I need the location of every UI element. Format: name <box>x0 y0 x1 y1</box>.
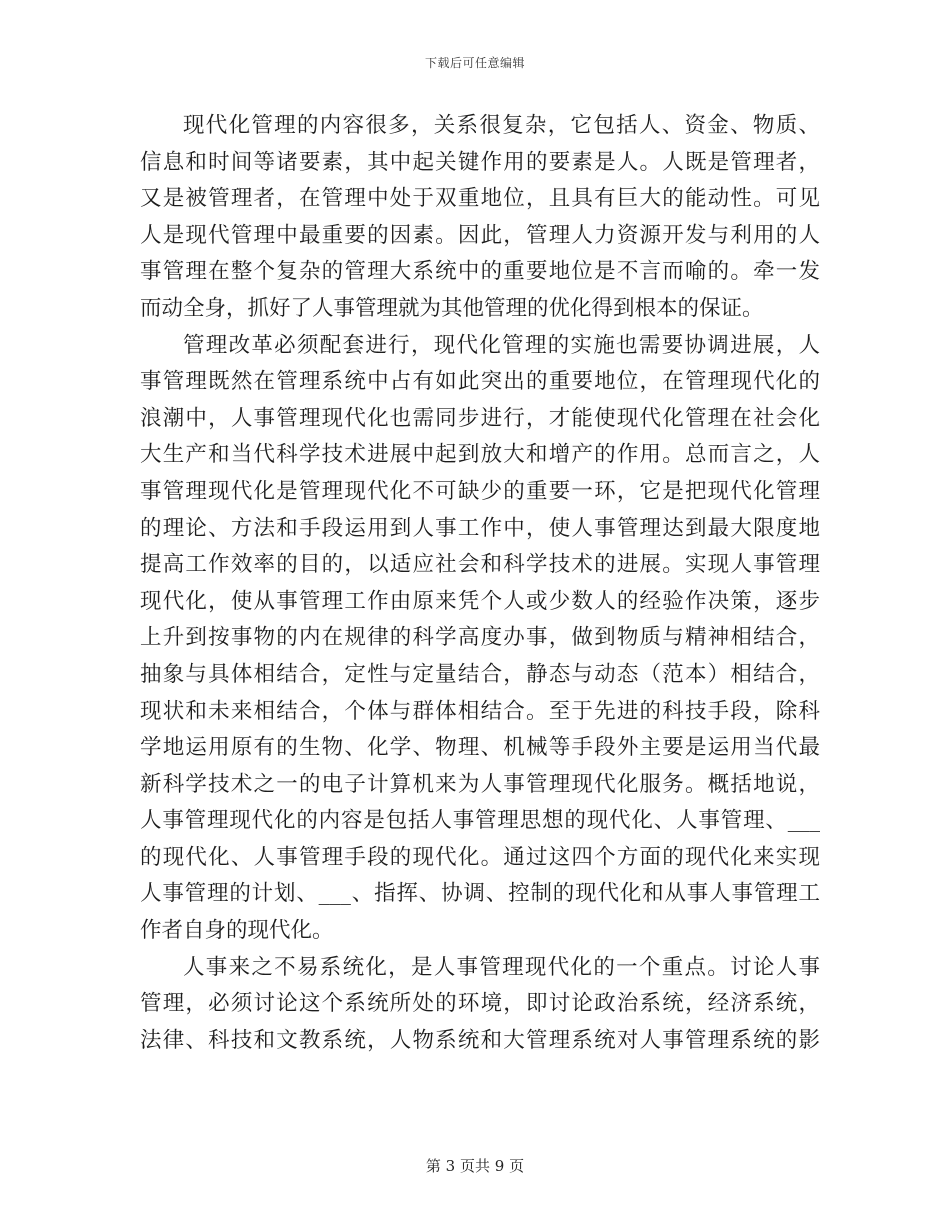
text-line: 现代化，使从事管理工作由原来凭个人或少数人的经验作决策，逐步 <box>140 588 820 614</box>
text-line: 抽象与具体相结合，定性与定量结合，静态与动态（范本）相结合， <box>140 661 820 687</box>
text-line: 又是被管理者，在管理中处于双重地位，且具有巨大的能动性。可见 <box>140 186 820 212</box>
text-line: 管理，必须讨论这个系统所处的环境，即讨论政治系统，经济系统， <box>140 991 820 1017</box>
text-line: 新科学技术之一的电子计算机来为人事管理现代化服务。概括地说， <box>140 771 820 797</box>
text-line: 人是现代管理中最重要的因素。因此，管理人力资源开发与利用的人 <box>140 222 820 248</box>
text-line: 作者自身的现代化。 <box>140 918 334 944</box>
text-line: 提高工作效率的目的，以适应社会和科学技术的进展。实现人事管理 <box>140 552 820 578</box>
text-line: 法律、科技和文教系统，人物系统和大管理系统对人事管理系统的影 <box>140 1027 820 1053</box>
text-line: 而动全身，抓好了人事管理就为其他管理的优化得到根本的保证。 <box>140 295 764 321</box>
text-line: 事管理既然在管理系统中占有如此突出的重要地位，在管理现代化的 <box>140 369 820 395</box>
text-line: 大生产和当代科学技术进展中起到放大和增产的作用。总而言之，人 <box>140 442 820 468</box>
text-line: 事管理现代化是管理现代化不可缺少的重要一环，它是把现代化管理 <box>140 478 820 504</box>
text-line: 管理改革必须配套进行，现代化管理的实施也需要协调进展，人 <box>183 332 820 358</box>
paragraph-1 <box>140 108 820 328</box>
text-line: 人事管理现代化的内容是包括人事管理思想的现代化、人事管理、___ <box>140 808 820 834</box>
text-line: 信息和时间等诸要素，其中起关键作用的要素是人。人既是管理者， <box>140 149 820 175</box>
text-line: 浪潮中，人事管理现代化也需同步进行，才能使现代化管理在社会化 <box>140 405 820 431</box>
paragraph-3 <box>140 950 820 1060</box>
text-line: 的理论、方法和手段运用到人事工作中，使人事管理达到最大限度地 <box>140 515 820 541</box>
text-line: 人事来之不易系统化，是人事管理现代化的一个重点。讨论人事 <box>183 954 820 980</box>
text-line: 现状和未来相结合，个体与群体相结合。至于先进的科技手段，除科 <box>140 698 820 724</box>
text-line: 人事管理的计划、___、指挥、协调、控制的现代化和从事人事管理工 <box>140 881 820 907</box>
page-number: 第 3 页共 9 页 <box>425 1157 525 1175</box>
page-header: 下载后可任意编辑 <box>424 56 525 70</box>
text-line: 现代化管理的内容很多，关系很复杂，它包括人、资金、物质、 <box>183 113 820 138</box>
paragraph-2 <box>140 328 820 950</box>
text-line: 学地运用原有的生物、化学、物理、机械等手段外主要是运用当代最 <box>140 735 820 761</box>
document-body <box>140 108 820 1059</box>
text-line: 事管理在整个复杂的管理大系统中的重要地位是不言而喻的。牵一发 <box>140 259 820 285</box>
text-line: 上升到按事物的内在规律的科学高度办事，做到物质与精神相结合， <box>140 625 820 651</box>
text-line: 的现代化、人事管理手段的现代化。通过这四个方面的现代化来实现 <box>140 844 820 870</box>
